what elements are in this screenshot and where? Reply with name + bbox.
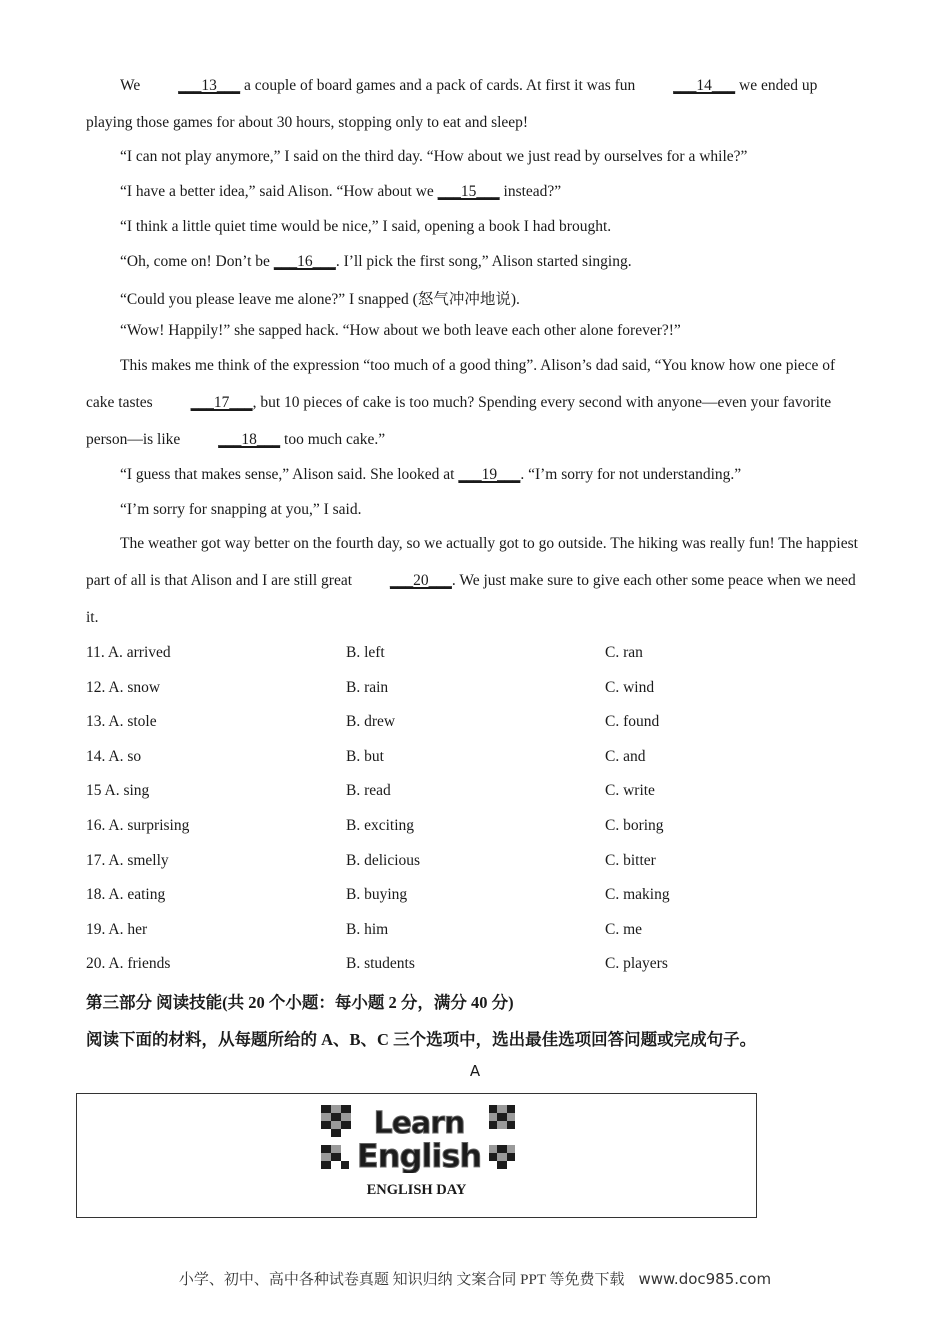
- passage-text: We: [120, 77, 145, 94]
- passage-line: “I can not play anymore,” I said on the third day. “How about we just read by ourselves for a while?”: [120, 148, 748, 165]
- passage-line: [120, 183, 561, 201]
- passage-text: . “I’m sorry for not understanding.”: [520, 466, 742, 483]
- blank-13: ___13___: [178, 77, 241, 94]
- option-17-c: C. bitter: [605, 851, 656, 869]
- passage-text: “I have a better idea,” said Alison. “How about we: [120, 183, 438, 200]
- passage-line: “I think a little quiet time would be nice,” I said, opening a book I had brought.: [120, 218, 612, 235]
- option-16-a: 16. A. surprising: [86, 817, 190, 834]
- option-20-c: C. players: [605, 955, 668, 973]
- option-11-c: C. ran: [605, 644, 643, 661]
- passage-text: , but 10 pieces of cake is too much? Spending every second with anyone—even your favorite person—is like: [86, 394, 832, 448]
- option-14-b: B. but: [346, 747, 384, 765]
- option-13-b: B. drew: [346, 713, 396, 731]
- svg-text:English: English: [356, 1137, 482, 1173]
- blank-14: ___14___: [673, 77, 736, 94]
- option-15-b: B. read: [346, 782, 391, 800]
- learn-english-logo: [319, 1101, 517, 1173]
- passage-text: . I’ll pick the first song,” Alison started singing.: [335, 253, 632, 270]
- box-caption: ENGLISH DAY: [366, 1182, 467, 1198]
- reading-material-box: [76, 1093, 757, 1218]
- passage-line: “Wow! Happily!” she sapped hack. “How about we both leave each other alone forever?!”: [120, 322, 681, 339]
- passage-text: instead?”: [499, 183, 562, 200]
- option-14-a: 14. A. so: [86, 747, 142, 765]
- passage-line: [120, 253, 632, 271]
- passage-text: “I guess that makes sense,” Alison said. She looked at: [120, 466, 459, 483]
- svg-text:Learn: Learn: [373, 1106, 465, 1141]
- part-label: A: [469, 1062, 481, 1080]
- footer-url: www.doc985.com: [638, 1270, 772, 1288]
- option-12-a: 12. A. snow: [86, 678, 161, 696]
- option-14-c: C. and: [605, 747, 646, 765]
- option-18-b: B. buying: [346, 886, 408, 904]
- option-18-c: C. making: [605, 886, 670, 904]
- option-19-a: 19. A. her: [86, 920, 148, 938]
- passage-text: This makes me think of the expression “too much of a good thing”. Alison’s dad said, “You know how one piece of cake tastes: [86, 357, 836, 411]
- option-19-c: C. me: [605, 920, 643, 938]
- passage-text: . We just make sure to give each other some peace when we need it.: [86, 572, 856, 626]
- page-footer: [0, 1268, 950, 1289]
- blank-18: ___18___: [218, 431, 281, 448]
- passage-paragraph: [86, 67, 866, 141]
- option-13-c: C. found: [605, 713, 660, 731]
- option-12-c: C. wind: [605, 678, 655, 696]
- passage-line: “Could you please leave me alone?” I snapped (怒气冲冲地说).: [120, 291, 520, 308]
- passage-line: “I’m sorry for snapping at you,” I said.: [120, 501, 362, 518]
- option-11-a: 11. A. arrived: [86, 644, 171, 661]
- option-13-a: 13. A. stole: [86, 713, 157, 731]
- option-20-b: B. students: [346, 955, 415, 973]
- option-17-a: 17. A. smelly: [86, 851, 169, 869]
- blank-15: ___15___: [437, 183, 500, 200]
- passage-text: The weather got way better on the fourth day, so we actually got to go outside. The hiking was really fun! The happiest part of all is that Alison and I are still great: [86, 535, 858, 589]
- footer-text: 小学、初中、高中各种试卷真题 知识归纳 文案合同 PPT 等免费下载: [178, 1272, 625, 1288]
- option-16-c: C. boring: [605, 817, 664, 834]
- option-17-b: B. delicious: [346, 851, 421, 869]
- option-15-a: 15 A. sing: [86, 782, 150, 800]
- passage-text: we ended up playing those games for about 30 hours, stopping only to eat and sleep!: [86, 77, 818, 131]
- blank-19: ___19___: [458, 466, 521, 483]
- option-12-b: B. rain: [346, 678, 389, 696]
- passage-line: [120, 466, 741, 484]
- option-11-b: B. left: [346, 644, 385, 661]
- passage-paragraph: [86, 525, 866, 636]
- section-title: 第三部分 阅读技能(共 20 个小题：每小题 2 分，满分 40 分): [86, 993, 514, 1012]
- blank-17: ___17___: [190, 394, 253, 411]
- option-15-c: C. write: [605, 782, 655, 800]
- passage-paragraph: [86, 347, 866, 458]
- option-16-b: B. exciting: [346, 817, 415, 834]
- option-18-a: 18. A. eating: [86, 886, 166, 904]
- passage-text: too much cake.”: [280, 431, 386, 448]
- blank-20: ___20___: [389, 572, 452, 589]
- option-19-b: B. him: [346, 920, 389, 938]
- passage-text: a couple of board games and a pack of cards. At first it was fun: [240, 77, 640, 94]
- passage-text: “Oh, come on! Don’t be: [120, 253, 274, 270]
- section-instruction: 阅读下面的材料，从每题所给的 A、B、C 三个选项中，选出最佳选项回答问题或完成句子。: [86, 1030, 757, 1049]
- option-20-a: 20. A. friends: [86, 955, 171, 973]
- blank-16: ___16___: [273, 253, 336, 270]
